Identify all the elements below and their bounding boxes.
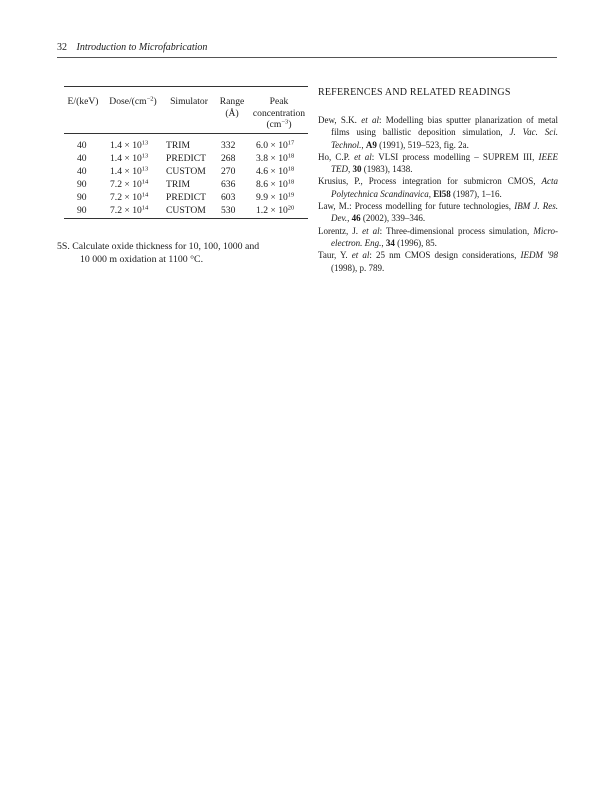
reference-item: Dew, S.K. et al: Modelling bias sputter planarization of metal films using ballistic deposition simulation, J. Vac. Sci. Technol., A9 (1991), 519–523, fig. 2a.: [318, 115, 558, 150]
table-top-rule: [64, 86, 308, 87]
col-header-energy: E/(keV): [67, 96, 99, 107]
references-heading: REFERENCES AND RELATED READINGS: [318, 87, 511, 98]
table-mid-rule: [64, 133, 308, 134]
col-header-dose: Dose/$(cm^{-2})$: [109, 95, 157, 107]
header-rule: [57, 57, 557, 58]
col-header-range: Range (Å): [219, 96, 245, 119]
col-header-simulator: Simulator: [170, 96, 208, 107]
reference-item: Ho, C.P. et al: VLSI process modelling – SUPREM III, IEEE TED, 30 (1983), 1438.: [318, 151, 558, 175]
page-number: 32: [57, 42, 67, 53]
reference-item: Krusius, P., Process integration for submicron CMOS, Acta Polytechnica Scandinavica, El58 (1987), 1–16.: [318, 176, 558, 199]
exercise-5s: [57, 240, 307, 266]
reference-item: Lorentz, J. et al: Three-dimensional process simulation, Micro-electron. Eng., 34 (1996), 85.: [318, 225, 559, 248]
running-title: Introduction to Microfabrication: [76, 42, 208, 53]
reference-item: Taur, Y. et al: 25 nm CMOS design considerations, IEDM '98 (1998), p. 789.: [318, 250, 559, 273]
col-header-peak: Peak concentration $(cm^{-3})$: [252, 96, 306, 130]
exercise-line-2: 10 000 m oxidation at 1100 °C.: [80, 254, 204, 265]
table-bottom-rule: [64, 218, 308, 219]
reference-item: Law, M.: Process modelling for future technologies, IBM J. Res. Dev., 46 (2002), 339–346.: [318, 201, 559, 224]
references-list: [318, 114, 558, 274]
running-header: [57, 42, 557, 53]
exercise-line-1: 5S. Calculate oxide thickness for 10, 100, 1000 and: [57, 241, 260, 252]
